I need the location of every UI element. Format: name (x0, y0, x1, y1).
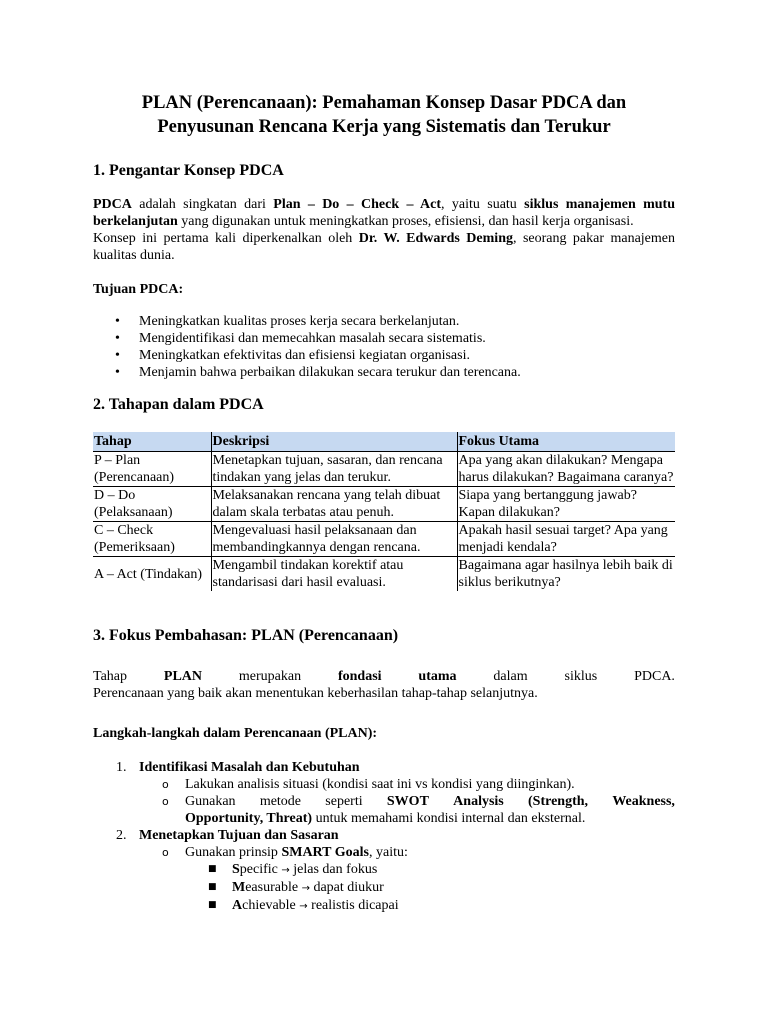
bold-text: Weakness, (612, 794, 675, 809)
text-run: easurable (245, 880, 299, 895)
square-bullet-icon: ■ (208, 864, 217, 874)
bold-text: SMART Goals (281, 845, 369, 860)
text-run: adalah singkatan dari (131, 197, 274, 212)
list-item-text: Mengidentifikasi dan memecahkan masalah secara sistematis. (139, 331, 486, 346)
text-run: yang digunakan untuk meningkatkan proses, efisiensi, dan hasil kerja organisasi. (177, 214, 634, 229)
text-run: , yaitu: (368, 845, 408, 860)
list-item-text: Meningkatkan efektivitas dan efisiensi kegiatan organisasi. (139, 348, 470, 363)
text-run: dapat diukur (313, 880, 384, 895)
table-cell: C – Check (Pemeriksaan) (93, 522, 211, 557)
list-item (93, 347, 675, 364)
text-run: pecific (239, 862, 278, 877)
bullet-icon: • (115, 331, 120, 346)
list-item-text: Meningkatkan kualitas proses kerja secara berkelanjutan. (139, 314, 460, 329)
list-item (93, 364, 675, 381)
bold-text: siklus manajemen mutu berkelanjutan (93, 197, 675, 229)
table-cell: P – Plan (Perencanaan) (93, 452, 211, 487)
arrow-right-icon: → (299, 901, 308, 912)
bold-text: PLAN (163, 669, 203, 684)
list-item (93, 759, 675, 827)
square-bullet-icon: ■ (208, 882, 217, 892)
text-run: chievable (242, 898, 296, 913)
bold-text: A (232, 898, 243, 913)
section-2-heading: 2. Tahapan dalam PDCA (93, 396, 264, 413)
justified-line (185, 793, 675, 810)
table-cell: Siapa yang bertanggung jawab? Kapan dilakukan? (457, 487, 675, 522)
bold-text: Dr. W. Edwards Deming (358, 231, 513, 246)
text-run: Gunakan (185, 794, 236, 809)
text-run: siklus (564, 669, 598, 684)
bold-text: Plan – Do – Check – Act (273, 197, 442, 212)
list-item (93, 827, 675, 915)
step-title: Identifikasi Masalah dan Kebutuhan (139, 760, 360, 775)
section-3-heading: 3. Fokus Pembahasan: PLAN (Perencanaan) (93, 627, 399, 644)
list-item-text: Menjamin bahwa perbaikan dilakukan secara terukur dan terencana. (139, 365, 521, 380)
circle-bullet-icon: o (162, 846, 169, 859)
bullet-icon: • (115, 365, 120, 380)
bold-text: M (232, 880, 246, 895)
plan-intro-line-2: Perencanaan yang baik akan menentukan keberhasilan tahap-tahap selanjutnya. (93, 686, 538, 701)
bold-text: utama (418, 669, 457, 684)
table-header-cell: Fokus Utama (457, 432, 675, 452)
table-cell: Bagaimana agar hasilnya lebih baik di siklus berikutnya? (457, 557, 675, 592)
langkah-heading: Langkah-langkah dalam Perencanaan (PLAN): (93, 726, 378, 741)
list-item (139, 844, 675, 915)
bold-text: SWOT (386, 794, 429, 809)
text-run: jelas dan fokus (293, 862, 378, 877)
table-cell: Melaksanakan rencana yang telah dibuat dalam skala terbatas atau penuh. (211, 487, 457, 522)
bold-text: Analysis (453, 794, 504, 809)
text-run: Tahap (93, 669, 128, 684)
list-item (185, 897, 675, 915)
document-title (93, 91, 675, 139)
section-1-heading: 1. Pengantar Konsep PDCA (93, 162, 284, 179)
sub-list (139, 776, 675, 827)
table-row (93, 557, 675, 592)
table-cell: Apakah hasil sesuai target? Apa yang menjadi kendala? (457, 522, 675, 557)
list-number: 2. (116, 828, 127, 843)
arrow-right-icon: → (301, 883, 310, 894)
text-run: realistis dicapai (311, 898, 399, 913)
table-header-cell: Tahap (93, 432, 211, 452)
list-item (139, 793, 675, 827)
pdca-table (93, 432, 675, 591)
list-item (185, 861, 675, 879)
text-run: , seorang pakar manajemen kualitas dunia. (93, 231, 676, 263)
list-item (139, 776, 675, 793)
square-bullet-icon: ■ (208, 900, 217, 910)
table-cell: D – Do (Pelaksanaan) (93, 487, 211, 522)
bold-text: S (232, 862, 240, 877)
list-item (93, 330, 675, 347)
bold-text: (Strength, (528, 794, 589, 809)
circle-bullet-icon: o (162, 795, 169, 808)
table-row (93, 452, 675, 487)
langkah-list (93, 759, 675, 915)
table-cell: Mengambil tindakan korektif atau standarisasi dari hasil evaluasi. (211, 557, 457, 592)
text-run: merupakan (238, 669, 302, 684)
tujuan-heading: Tujuan PDCA: (93, 282, 184, 297)
bold-text: Opportunity, Threat) (185, 811, 313, 826)
text-run: Konsep ini pertama kali diperkenalkan oleh (93, 231, 359, 246)
table-cell: A – Act (Tindakan) (94, 566, 202, 582)
table-row (93, 522, 675, 557)
step-title: Menetapkan Tujuan dan Sasaran (139, 828, 339, 843)
bullet-icon: • (115, 348, 120, 363)
list-item (185, 879, 675, 897)
document-page (93, 0, 675, 915)
smart-list (185, 861, 675, 915)
table-header-cell: Deskripsi (211, 432, 457, 452)
text-run: PDCA. (634, 669, 675, 684)
tujuan-list (93, 313, 675, 381)
table-cell: Mengevaluasi hasil pelaksanaan dan membandingkannya dengan rencana. (211, 522, 457, 557)
sub-list (139, 844, 675, 915)
text-run: untuk memahami kondisi internal dan eksternal. (312, 811, 586, 826)
arrow-right-icon: → (281, 865, 290, 876)
text-run: , yaitu suatu (441, 197, 525, 212)
text-run: dalam (493, 669, 528, 684)
list-item-text: Lakukan analisis situasi (kondisi saat ini vs kondisi yang diinginkan). (185, 777, 575, 792)
continued-line (185, 810, 675, 827)
pdca-definition-paragraph (93, 196, 675, 230)
text-run: seperti (325, 794, 363, 809)
text-run: metode (259, 794, 302, 809)
bold-text: fondasi (337, 669, 382, 684)
text-run: Gunakan prinsip (185, 845, 282, 860)
circle-bullet-icon: o (162, 778, 169, 791)
deming-paragraph (93, 230, 675, 264)
table-cell: Menetapkan tujuan, sasaran, dan rencana tindakan yang jelas dan terukur. (211, 452, 457, 487)
bold-text: PDCA (93, 197, 132, 212)
table-row (93, 487, 675, 522)
list-item (93, 313, 675, 330)
bullet-icon: • (115, 314, 120, 329)
title-line-1: PLAN (Perencanaan): Pemahaman Konsep Dasar PDCA dan (141, 93, 627, 113)
table-header-row (93, 432, 675, 452)
list-number: 1. (116, 760, 127, 775)
table-cell: Apa yang akan dilakukan? Mengapa harus dilakukan? Bagaimana caranya? (458, 453, 674, 485)
plan-intro-line (93, 668, 675, 685)
title-line-2: Penyusunan Rencana Kerja yang Sistematis dan Terukur (157, 117, 611, 137)
